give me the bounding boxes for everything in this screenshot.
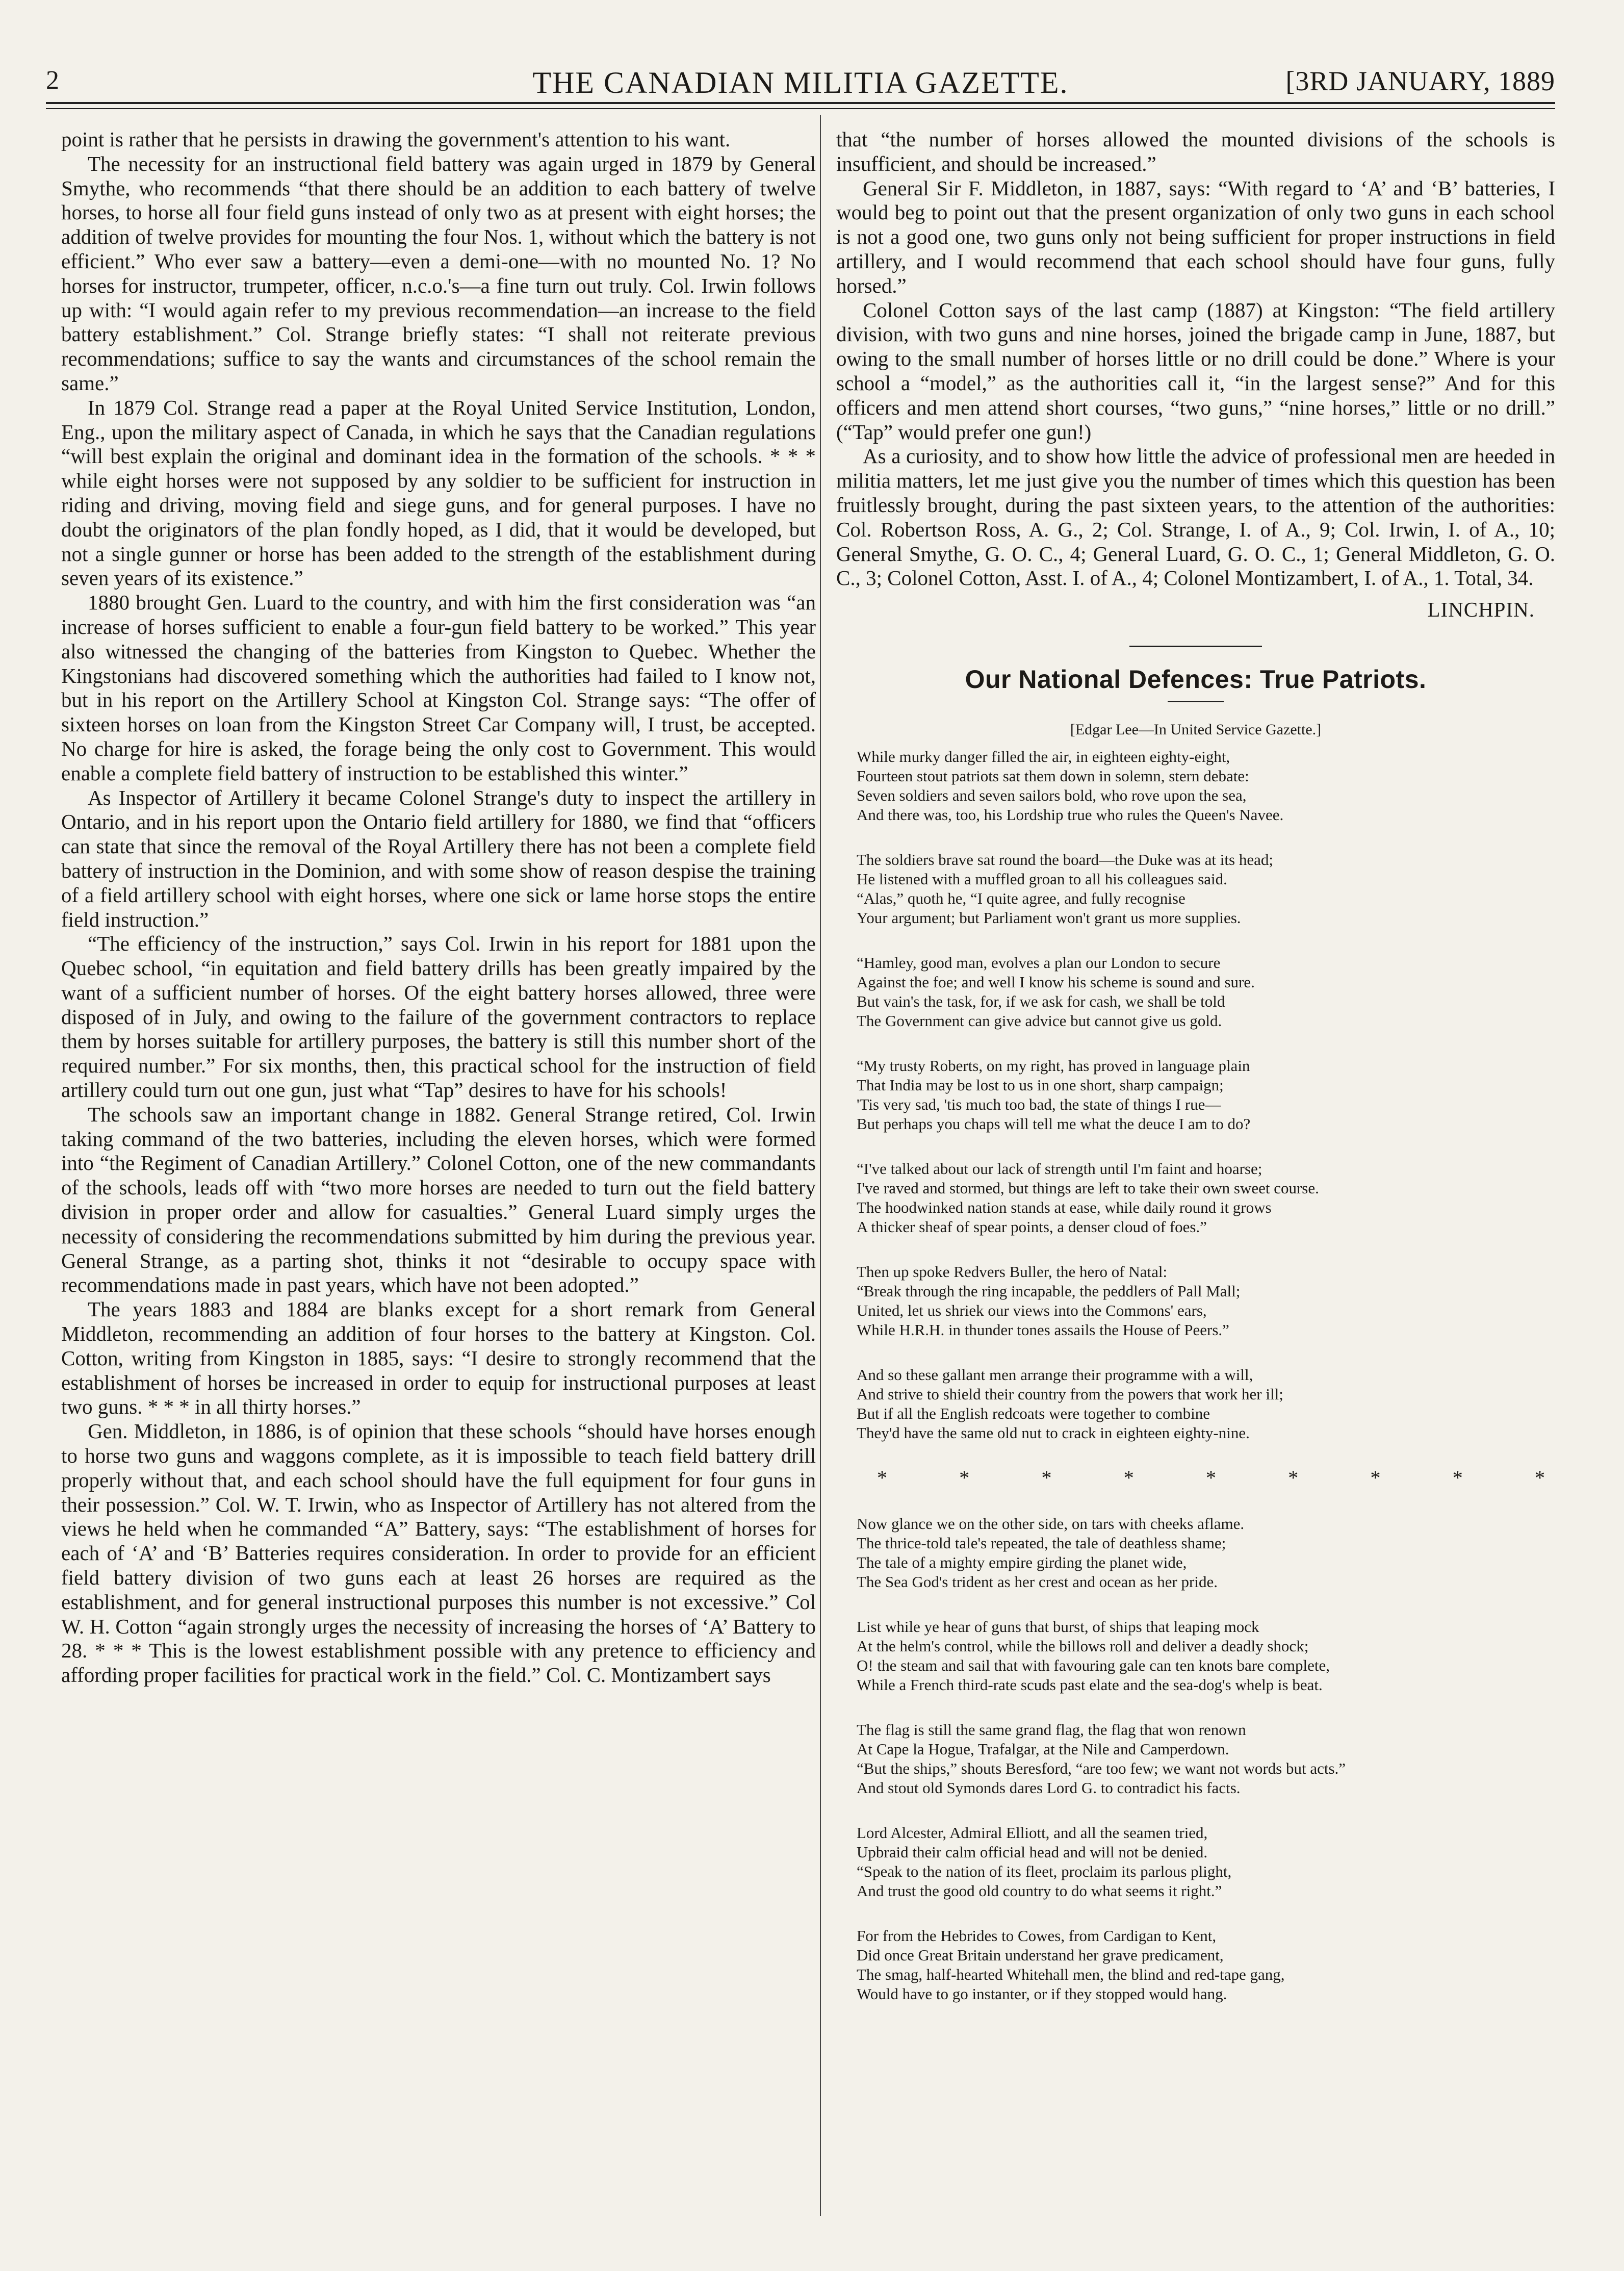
poem-line: The tale of a mighty empire girding the planet wide, xyxy=(857,1553,1187,1571)
column-divider xyxy=(820,115,821,2216)
poem-line: The Sea God's trident as her crest and ocean as her pride. xyxy=(857,1572,1218,1591)
right-column xyxy=(836,127,1555,2029)
poem-line: But vain's the task, for, if we ask for cash, we shall be told xyxy=(857,992,1225,1010)
star-mark: * xyxy=(877,1466,887,1489)
poem-stanzas-part-two xyxy=(857,1514,1555,2004)
poem-line: Your argument; but Parliament won't grant us more supplies. xyxy=(857,908,1241,927)
left-column xyxy=(61,127,816,1688)
poem-line: The hoodwinked nation stands at ease, while daily round it grows xyxy=(857,1198,1272,1216)
poem-line: A thicker sheaf of spear points, a denser cloud of foes.” xyxy=(857,1217,1207,1236)
poem-line: 'Tis very sad, 'tis much too bad, the state of things I rue— xyxy=(857,1095,1221,1113)
article-paragraph: Colonel Cotton says of the last camp (1887) at Kingston: “The field artillery division, with two guns and nine horses, joined the brigade camp in June, 1887, but owing to the small number of horses little or no drill could be done.” Where is your school a “model,” as the authorities call it, “in the largest sense?” And for this officers and men attend short courses, “two guns,” “nine horses,” little or no drill.” (“Tap” would prefer one gun!) xyxy=(836,298,1555,444)
star-mark: * xyxy=(1535,1466,1545,1489)
poem-line: And trust the good old country to do what seems it right.” xyxy=(857,1881,1222,1900)
star-mark: * xyxy=(1206,1466,1216,1489)
star-mark: * xyxy=(1370,1466,1381,1489)
article-paragraph: As Inspector of Artillery it became Colonel Strange's duty to inspect the artillery in Ontario, and in his report upon the Ontario field artillery for 1880, we find that “officers can state that since the removal of the Royal Artillery there has not been a complete field battery of instruction in the Dominion, and with some show of reason despise the training of a field artillery school with eight horses, where one sick or lame horse stops the entire field instruction.” xyxy=(61,785,816,931)
poem-line: Fourteen stout patriots sat them down in solemn, stern debate: xyxy=(857,767,1249,785)
poem-line: Seven soldiers and seven sailors bold, who rove upon the sea, xyxy=(857,786,1247,804)
poem-stanza xyxy=(857,1159,1555,1237)
star-separator xyxy=(857,1468,1555,1488)
poem-stanzas-part-one xyxy=(857,747,1555,1443)
masthead xyxy=(46,65,1555,111)
poem-line: Now glance we on the other side, on tars with cheeks aflame. xyxy=(857,1514,1245,1533)
poem-line: Then up spoke Redvers Buller, the hero of Natal: xyxy=(857,1262,1168,1281)
poem-title: Our National Defences: True Patriots. xyxy=(965,665,1427,694)
poem-stanza xyxy=(857,747,1555,825)
poem-line: While H.R.H. in thunder tones assails the House of Peers.” xyxy=(857,1320,1229,1339)
article-paragraph: 1880 brought Gen. Luard to the country, and with him the first consideration was “an increase of horses sufficient to enable a four-gun field battery to be worked.” This year also witnessed the changing of the batteries from Kingston to Quebec. Whether the Kingstonians had discovered something which the authorities had failed to I know not, but in his report on the Artillery School at Kingston Col. Strange says: “The offer of sixteen horses on loan from the Kingston Street Car Company will, I trust, be accepted. No charge for hire is asked, the forage being the only cost to Government. This would enable a complete field battery of instruction to be established this winter.” xyxy=(61,591,816,785)
poem-line: “But the ships,” shouts Beresford, “are too few; we want not words but acts.” xyxy=(857,1759,1346,1777)
star-mark: * xyxy=(1288,1466,1299,1489)
article-paragraph: point is rather that he persists in drawing the government's attention to his want. xyxy=(61,127,731,151)
poem-line: At the helm's control, while the billows roll and deliver a deadly shock; xyxy=(857,1637,1309,1655)
poem-stanza xyxy=(857,1617,1555,1695)
poem-line: I've raved and stormed, but things are left to take their own sweet course. xyxy=(857,1179,1319,1197)
poem-line: But if all the English redcoats were together to combine xyxy=(857,1404,1210,1422)
poem-line: They'd have the same old nut to crack in eighteen eighty-nine. xyxy=(857,1423,1250,1442)
poem-line: The smag, half-hearted Whitehall men, the blind and red-tape gang, xyxy=(857,1965,1285,1983)
poem-line: “I've talked about our lack of strength until I'm faint and hoarse; xyxy=(857,1159,1262,1178)
article-paragraph: General Sir F. Middleton, in 1887, says: “With regard to ‘A’ and ‘B’ batteries, I would beg to point out that the present organization of only two guns in each school is not a good one, two guns only not being sufficient for proper instructions in field artillery, and I would recommend that each school should have four guns, fully horsed.” xyxy=(836,176,1555,297)
poem-line: Did once Great Britain understand her grave predicament, xyxy=(857,1946,1224,1964)
poem-line: The Government can give advice but cannot give us gold. xyxy=(857,1011,1222,1030)
title-rule xyxy=(1168,701,1224,702)
poem-line: The flag is still the same grand flag, the flag that won renown xyxy=(857,1720,1246,1739)
poem-source: [Edgar Lee—In United Service Gazette.] xyxy=(1070,721,1322,738)
poem-stanza xyxy=(857,1514,1555,1592)
poem-body xyxy=(836,747,1555,2004)
poem-line: List while ye hear of guns that burst, of ships that leaping mock xyxy=(857,1617,1259,1636)
poem-line: At Cape la Hogue, Trafalgar, at the Nile and Camperdown. xyxy=(857,1740,1229,1758)
poem-line: And stout old Symonds dares Lord G. to contradict his facts. xyxy=(857,1778,1241,1797)
header-rule xyxy=(46,102,1555,104)
poem-line: For from the Hebrides to Cowes, from Cardigan to Kent, xyxy=(857,1926,1217,1945)
poem-line: Lord Alcester, Admiral Elliott, and all the seamen tried, xyxy=(857,1823,1208,1842)
poem-line: And strive to shield their country from the powers that work her ill; xyxy=(857,1385,1283,1403)
poem-line: While a French third-rate scuds past elate and the sea-dog's whelp is beat. xyxy=(857,1675,1323,1694)
poem-line: And there was, too, his Lordship true who rules the Queen's Navee. xyxy=(857,805,1284,824)
poem-line: And so these gallant men arrange their programme with a will, xyxy=(857,1365,1253,1384)
poem-line: Upbraid their calm official head and will not be denied. xyxy=(857,1843,1208,1861)
poem-line: Against the foe; and well I know his scheme is sound and sure. xyxy=(857,973,1255,991)
poem-stanza xyxy=(857,1720,1555,1798)
star-mark: * xyxy=(1041,1466,1052,1489)
poem-line: That India may be lost to us in one short, sharp campaign; xyxy=(857,1076,1224,1094)
poem-line: But perhaps you chaps will tell me what the deuce I am to do? xyxy=(857,1114,1251,1133)
poem-line: Would have to go instanter, or if they stopped would hang. xyxy=(857,1984,1227,2003)
poem-stanza xyxy=(857,1823,1555,1901)
issue-date: [3RD JANUARY, 1889 xyxy=(1285,66,1555,96)
section-rule xyxy=(1129,646,1262,647)
author-signature: LINCHPIN. xyxy=(1427,598,1535,622)
poem-line: He listened with a muffled groan to all his colleagues said. xyxy=(857,870,1227,888)
poem-line: “Speak to the nation of its fleet, proclaim its parlous plight, xyxy=(857,1862,1232,1880)
poem-line: While murky danger filled the air, in eighteen eighty-eight, xyxy=(857,747,1230,765)
star-mark: * xyxy=(1452,1466,1463,1489)
poem-line: “My trusty Roberts, on my right, has proved in language plain xyxy=(857,1056,1250,1075)
poem-stanza xyxy=(857,1056,1555,1134)
poem-line: O! the steam and sail that with favouring gale can ten knots bare complete, xyxy=(857,1656,1330,1674)
poem-line: The soldiers brave sat round the board—the Duke was at its head; xyxy=(857,850,1273,869)
poem-stanza xyxy=(857,850,1555,928)
article-paragraph: Gen. Middleton, in 1886, is of opinion that these schools “should have horses enough to horse two guns and waggons complete, as it is impossible to teach field battery drill properly without that, and each school should have the full equipment for four guns in their possession.” Col. W. T. Irwin, who as Inspector of Artillery has not altered from the views he held when he commanded “A” Battery, says: “The establishment of horses for each of ‘A’ and ‘B’ Batteries requires consideration. In order to provide for an efficient field battery division of two guns each at least 26 horses are required as the establishment, and for general instructional purposes this number is not excessive.” Col W. H. Cotton “again strongly urges the necessity of increasing the horses of ‘A’ Battery to 28. * * * This is the lowest establishment possible with any pretence to efficiency and affording proper facilities for practical work in the field.” Col. C. Montizambert says xyxy=(61,1419,816,1687)
poem-stanza xyxy=(857,953,1555,1031)
poem-line: The thrice-told tale's repeated, the tale of deathless shame; xyxy=(857,1534,1226,1552)
page-number: 2 xyxy=(46,66,59,95)
article-paragraph: “The efficiency of the instruction,” says Col. Irwin in his report for 1881 upon the Quebec school, “in equitation and field battery drills has been greatly impaired by the want of a sufficient number of horses. Of the eight battery horses allowed, three were disposed of in July, and owing to the failure of the government contractors to replace them by horses suitable for artillery purposes, the battery is still this number short of the required number.” For six months, then, this practical school for the instruction of field artillery could turn out one gun, just what “Tap” desires to have for his schools! xyxy=(61,932,816,1102)
article-paragraph: In 1879 Col. Strange read a paper at the Royal United Service Institution, London, Eng., upon the military aspect of Canada, in which he says that the Canadian regulations “will best explain the original and dominant idea in the formation of the schools. * * * while eight horses were not supposed by any soldier to be sufficient for instruction in riding and driving, moving field and siege guns, and for general purposes. I have no doubt the originators of the plan fondly hoped, as I did, that it would be developed, but not a single gunner or horse has been added to the strength of the establishment during seven years of its existence.” xyxy=(61,395,816,590)
article-paragraph: The years 1883 and 1884 are blanks except for a short remark from General Middleton, recommending an addition of four horses to the battery at Kingston. Col. Cotton, writing from Kingston in 1885, says: “I desire to strongly recommend that the establishment of horses be increased in order to equip for instructional purposes at least two guns. * * * in all thirty horses.” xyxy=(61,1297,816,1419)
poem-stanza xyxy=(857,1926,1555,2004)
star-mark: * xyxy=(1123,1466,1134,1489)
poem-line: “Hamley, good man, evolves a plan our London to secure xyxy=(857,953,1221,972)
poem-stanza xyxy=(857,1262,1555,1340)
article-paragraph: The necessity for an instructional field battery was again urged in 1879 by General Smythe, who recommends “that there should be an addition to each battery of twelve horses, to horse all four field guns instead of only two as at present with eight horses; the addition of twelve provides for mounting the four Nos. 1, without which the battery is not efficient.” Who ever saw a battery—even a demi-one—with no mounted No. 1? No horses for instructor, trumpeter, officer, n.c.o.'s—a fine turn out truly. Col. Irwin follows up with: “I would again refer to my previous recommendation—an increase to the field battery establishment.” Col. Strange briefly states: “I shall not reiterate previous recommendations; suffice to say the wants and circumstances of the school remain the same.” xyxy=(61,151,816,395)
header-rule-thin xyxy=(46,108,1555,109)
article-paragraph: As a curiosity, and to show how little the advice of professional men are heeded in militia matters, let me just give you the number of times which this question has been fruitlessly brought, during the past sixteen years, to the attention of the authorities: Col. Robertson Ross, A. G., 2; Col. Strange, I. of A., 9; Col. Irwin, I. of A., 10; General Smythe, G. O. C., 4; General Luard, G. O. C., 1; General Middleton, G. O. C., 3; Colonel Cotton, Asst. I. of A., 4; Colonel Montizambert, I. of A., 1. Total, 34. xyxy=(836,444,1555,590)
poem-line: “Break through the ring incapable, the peddlers of Pall Mall; xyxy=(857,1282,1241,1300)
poem-line: “Alas,” quoth he, “I quite agree, and fully recognise xyxy=(857,889,1185,907)
article-paragraph: The schools saw an important change in 1882. General Strange retired, Col. Irwin taking command of the two batteries, including the eleven horses, which were formed into “the Regiment of Canadian Artillery.” Colonel Cotton, one of the new commandants of the schools, leads off with “two more horses are needed to turn out the field battery division in proper order and allow for casualties.” General Luard simply urges the necessity of considering the recommendations submitted by him during the previous year. General Strange, as a parting shot, thinks it not “desirable to occupy space with recommendations made in past years, which have not been adopted.” xyxy=(61,1102,816,1297)
article-paragraph: that “the number of horses allowed the mounted divisions of the schools is insufficient, and should be increased.” xyxy=(836,127,1555,175)
poem-stanza xyxy=(857,1365,1555,1443)
star-mark: * xyxy=(959,1466,970,1489)
newspaper-title: THE CANADIAN MILITIA GAZETTE. xyxy=(532,66,1069,99)
poem-line: United, let us shriek our views into the Commons' ears, xyxy=(857,1301,1207,1319)
